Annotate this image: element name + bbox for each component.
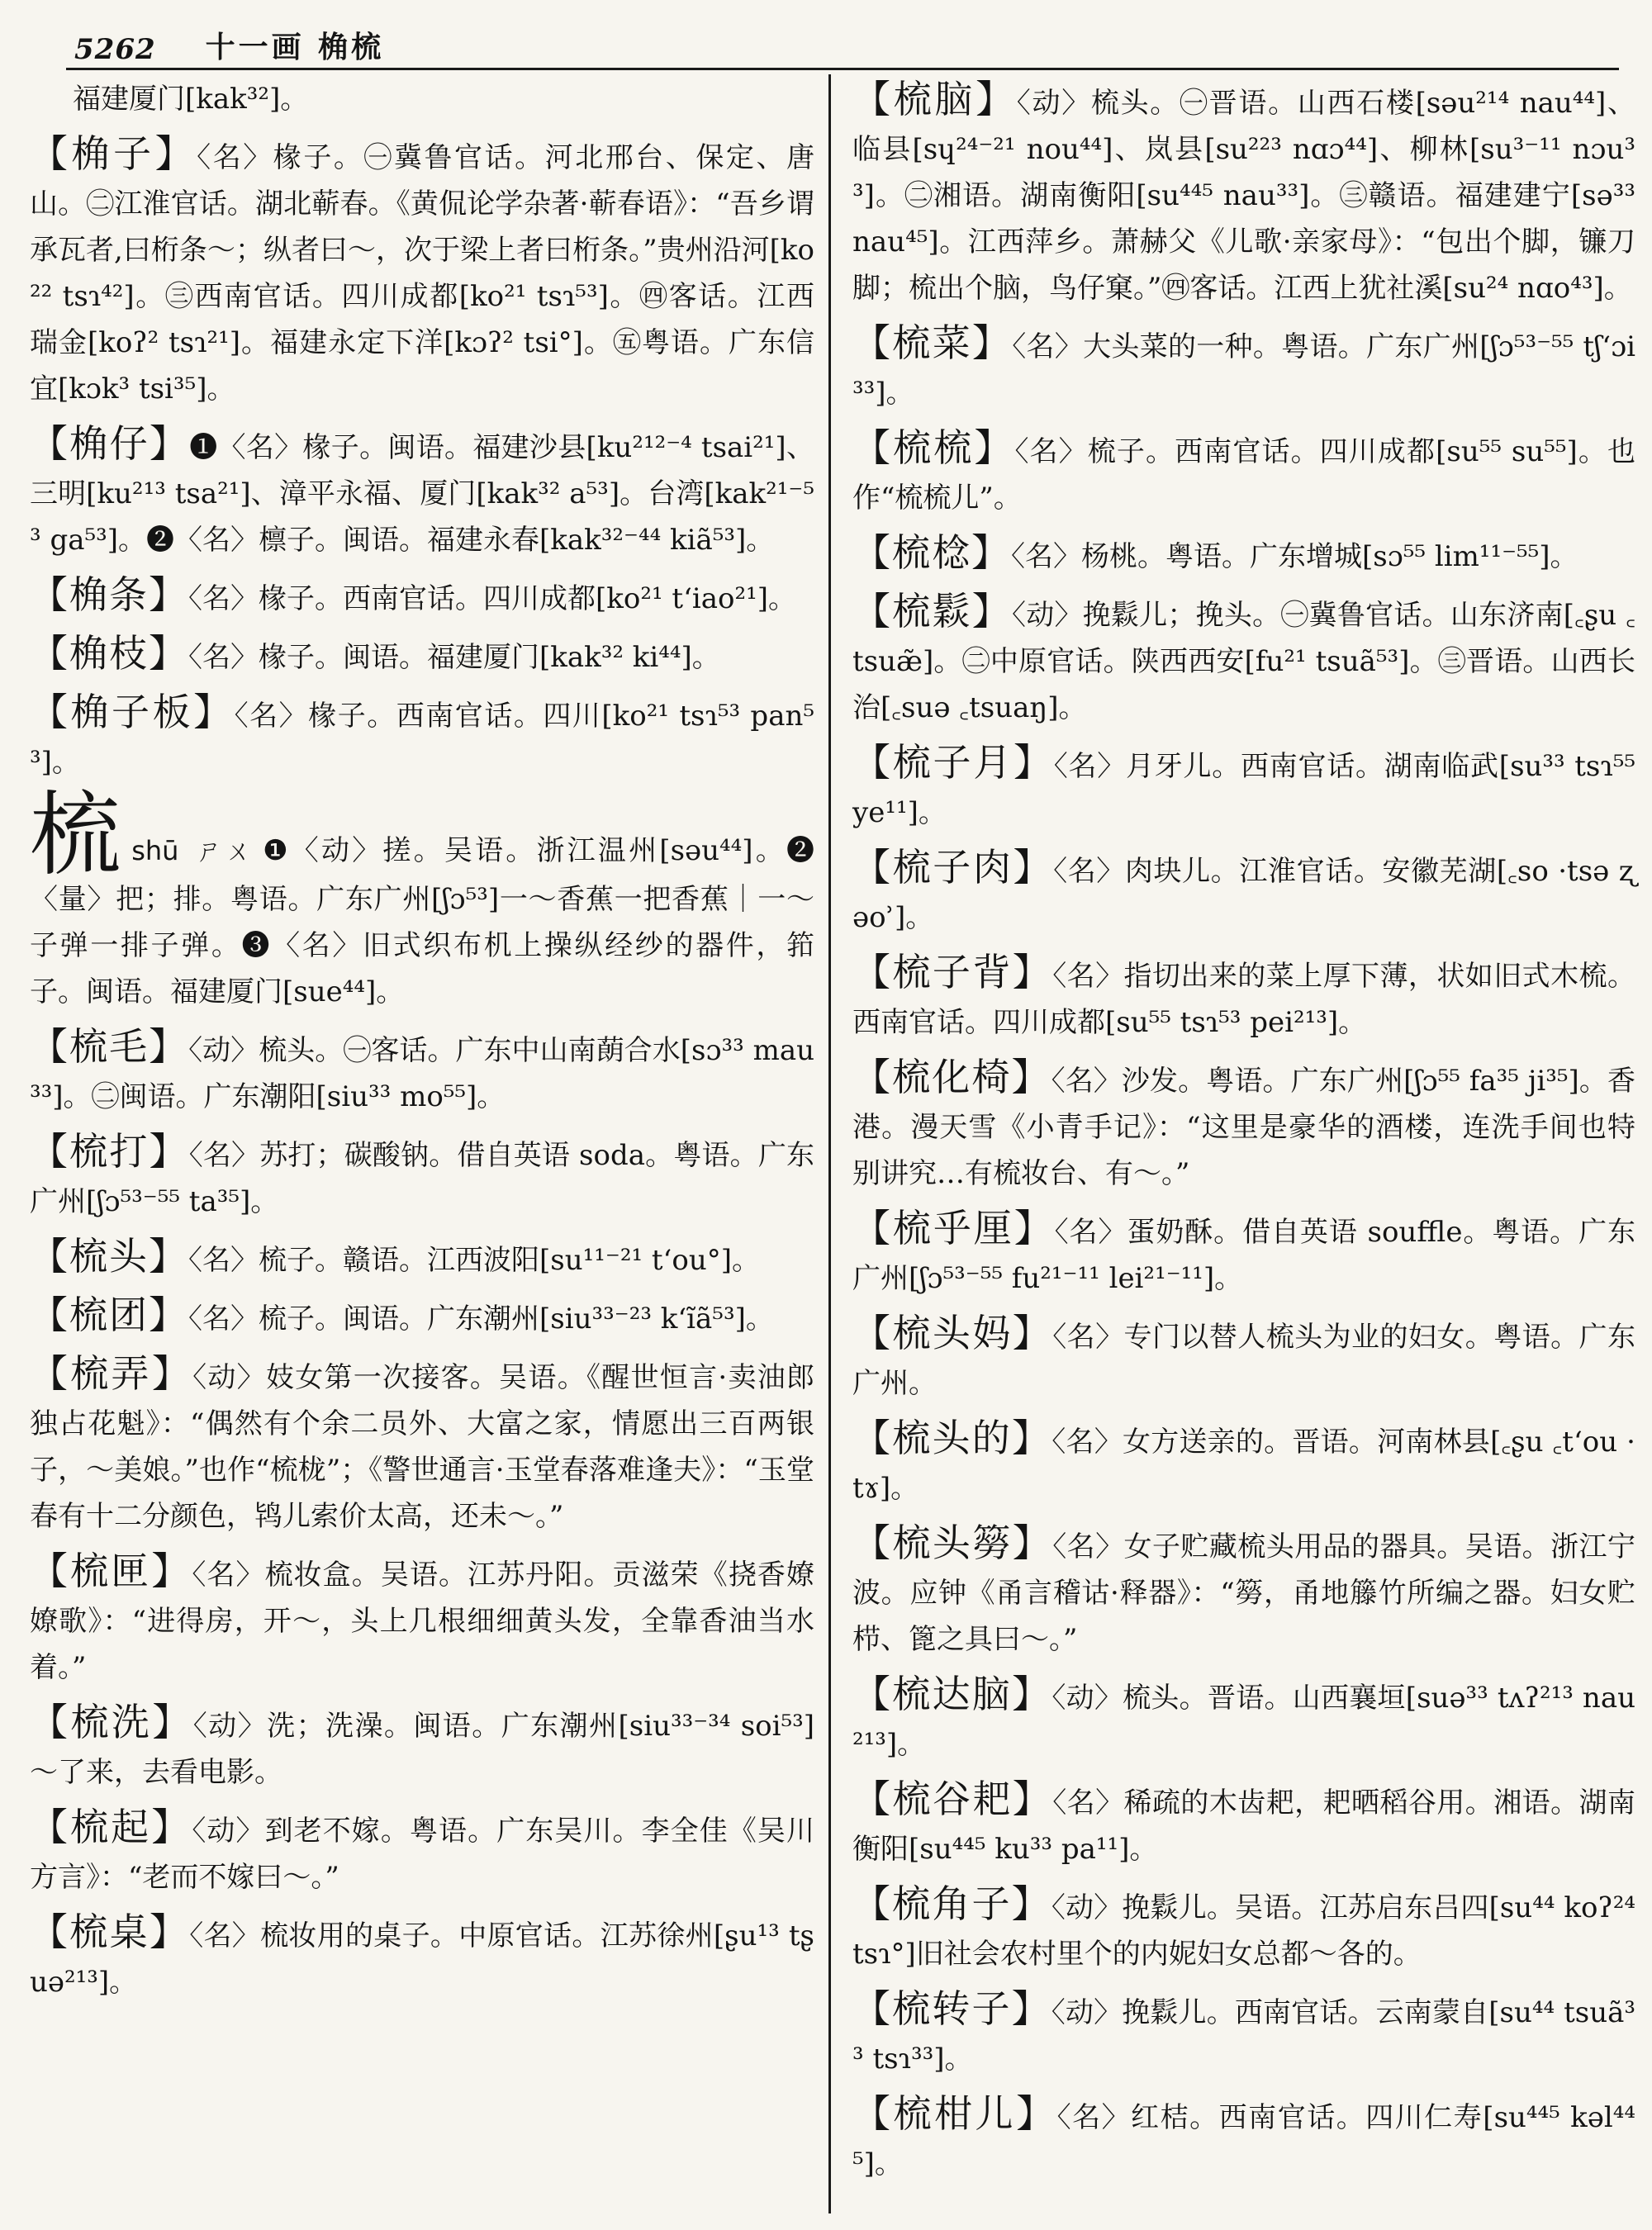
dictionary-entry [852,1776,1635,1872]
dictionary-entry [852,1986,1635,2082]
character-entry [30,782,814,1015]
dictionary-entry [852,1881,1635,1977]
dictionary-entry [852,844,1635,941]
entry-text: 〈名〉专门以替人梳头为业的妇女。粤语。广东广州。 [852,1321,1636,1400]
entry-text: 〈动〉梳头。晋语。山西襄垣[suə³³ tʌʔ²¹³ nau²¹³]。 [852,1682,1635,1761]
entry-text: 〈动〉洗；洗澡。闽语。广东潮州[siu³³⁻³⁴ soi⁵³]～了来，去看电影。 [30,1710,815,1789]
entry-headword: 【梳桌】 [30,1910,190,1954]
dictionary-entry [30,1023,814,1120]
entry-headword: 【梳化椅】 [852,1055,1051,1099]
entry-headword: 【梳角子】 [852,1881,1051,1926]
entry-headword: 【梳谷耙】 [852,1777,1053,1821]
entry-text: 〈动〉到老不嫁。粤语。广东吴川。李全佳《吴川方言》：“老而不嫁曰～。” [30,1815,815,1894]
entry-text: 〈名〉梳子。赣语。江西波阳[su¹¹⁻²¹ tʻou°]。 [188,1244,760,1277]
entry-text: 〈动〉挽鬏儿。吴语。江苏启东吕四[su⁴⁴ koʔ²⁴ tsɿ°]旧社会农村里个的内妮妇女总都～各的。 [852,1891,1635,1971]
dictionary-entry [852,320,1635,416]
entry-text: 〈动〉梳头。㊀晋语。山西石楼[səu²¹⁴ nau⁴⁴]、临县[sɥ²⁴⁻²¹ nou⁴⁴]、岚县[su²²³ nɑɔ⁴⁴]、柳林[su³⁻¹¹ nɔu³³]。㊁湘语。湖南衡阳[su⁴⁴⁵ nau³³]。㊂赣语。福建建宁[sə³³ nau⁴⁵]。江西萍乡。萧赫父《儿歌·亲家母》：“包出个脚，镰刀脚；梳出个脑，鸟仔窠。”㊃客话。江西上犹社溪[su²⁴ nɑo⁴³]。 [852,87,1635,305]
dictionary-entry [30,130,814,412]
entry-headword: 【梳子肉】 [852,845,1054,890]
entry-text: 〈名〉梳妆用的桌子。中原官话。江苏徐州[ʂu¹³ tʂuə²¹³]。 [30,1919,814,1999]
dictionary-entry [852,1205,1635,1302]
dictionary-entry [852,588,1635,731]
entry-text: 〈动〉梳头。㊀客话。广东中山南蓢合水[sɔ³³ mau³³]。㊁闽语。广东潮阳[siu³³ mo⁵⁵]。 [30,1034,815,1113]
entry-headword: 【梳乎厘】 [852,1206,1055,1250]
entry-headword: 【梳脑】 [852,77,1017,121]
entry-headword: 【梳团】 [30,1293,188,1337]
entry-text: 〈名〉肉块儿。江淮官话。安徽芜湖[꜀so ·tsə ʐəoʾ]。 [852,855,1636,934]
section-title: 十一画 桷梳 [205,30,385,64]
entry-text: 〈动〉妓女第一次接客。吴语。《醒世恒言·卖油郎独占花魁》：“偶然有个余二员外、大富之家，情愿出三百两银子，～美娘。”也作“梳栊”；《警世通言·玉堂春落难逢夫》：“玉堂春有十二分颜色，鸨儿索价太高，还未～。” [30,1361,814,1533]
entry-headword: 【梳打】 [30,1129,189,1174]
dictionary-entry [30,1804,814,1900]
entry-text: 〈名〉指切出来的菜上厚下薄，状如旧式木梳。西南官话。四川成都[su⁵⁵ tsɿ⁵³ pei²¹³]。 [852,960,1636,1039]
entry-headword: 【梳弄】 [30,1351,193,1396]
entry-text: 〈名〉苏打；碳酸钠。借自英语 soda。粤语。广东广州[ʃɔ⁵³⁻⁵⁵ ta³⁵]。 [30,1139,815,1218]
entry-text: 〈动〉挽鬏儿；挽头。㊀冀鲁官话。山东济南[꜀ʂu ꜀tsuæ̃]。㊁中原官话。陕西西安[fu²¹ tsuã⁵³]。㊂晋语。山西长治[꜀suə ꜀tsuaŋ]。 [852,599,1635,724]
entry-headword: 【梳子月】 [852,740,1054,785]
entry-headword: 【梳头】 [30,1234,188,1279]
entry-headword: 【梳梳】 [852,425,1015,470]
entry-text: ❶〈动〉搓。吴语。浙江温州[səu⁴⁴]。❷〈量〉把；排。粤语。广东广州[ʃɔ⁵³]一～香蕉一把香蕉｜一～子弹一排子弹。❸〈名〉旧式织布机上操纵经纱的器件，筘子。闽语。福建厦门[sue⁴⁴]。 [30,834,814,1008]
dictionary-entry [852,76,1635,311]
dictionary-entry [852,425,1635,521]
entry-headword: 【梳头妈】 [852,1311,1053,1355]
column-divider [828,74,831,2213]
page-header [74,18,1602,66]
entry-headword: 【梳起】 [30,1805,192,1849]
entry-text: 〈名〉稀疏的木齿耙，耙晒稻谷用。湘语。湖南衡阳[su⁴⁴⁵ ku³³ pa¹¹]。 [852,1786,1636,1866]
entry-headword: 【桷枝】 [30,631,188,676]
dictionary-entry [852,2090,1635,2187]
header-rule [66,68,1619,70]
dictionary-entry [30,1909,814,2005]
entry-headword: 【桷子】 [30,131,197,176]
entry-headword: 【梳子背】 [852,950,1053,994]
dictionary-entry [30,630,814,681]
entry-headword: 【梳柑儿】 [852,2091,1057,2136]
entry-headword: 【桷仔】 [30,421,190,466]
dictionary-entry [852,949,1635,1046]
right-column [852,76,1635,2195]
head-character: 梳 [30,782,124,888]
dictionary-entry [852,1520,1635,1663]
entry-text: 〈名〉女子贮藏梳头用品的器具。吴语。浙江宁波。应钟《甬言稽诂·释器》：“簩，甬地籐竹所编之器。妇女贮栉、篦之具曰～。” [852,1530,1636,1656]
dictionary-entry [852,529,1635,580]
dictionary-entry [30,1548,814,1691]
entry-text: 〈名〉大头菜的一种。粤语。广东广州[ʃɔ⁵³⁻⁵⁵ tʃʻɔi³³]。 [852,330,1635,410]
entry-text: ❶〈名〉椽子。闽语。福建沙县[ku²¹²⁻⁴ tsai²¹]、三明[ku²¹³ tsa²¹]、漳平永福、厦门[kak³² a⁵³]。台湾[kak²¹⁻⁵³ ga⁵³]。❷〈名〉檩子。闽语。福建永春[kak³²⁻⁴⁴ kiã⁵³]。 [30,431,814,557]
dictionary-entry [30,1233,814,1283]
dictionary-entry [852,1415,1635,1511]
entry-headword: 【梳棯】 [852,530,1011,575]
entry-headword: 【梳达脑】 [852,1672,1052,1716]
left-column [30,76,814,2014]
entry-text: 〈动〉挽鬏儿。西南官话。云南蒙自[su⁴⁴ tsuã³³ tsɿ³³]。 [852,1996,1635,2076]
zhuyin: ㄕㄨ [193,835,255,866]
entry-text: 〈名〉椽子。西南官话。四川成都[ko²¹ tʻiao²¹]。 [188,582,797,615]
entry-text: 〈名〉梳子。闽语。广东潮州[siu³³⁻²³ kʻĩã⁵³]。 [188,1302,774,1336]
entry-headword: 【桷条】 [30,572,188,617]
dictionary-entry [30,1699,814,1796]
dictionary-entry [30,1350,814,1540]
dictionary-entry [852,1671,1635,1767]
dictionary-entry [30,689,814,785]
entry-text: 〈名〉女方送亲的。晋语。河南林县[꜀ʂu ꜀tʻou ·tɤ]。 [852,1426,1635,1505]
page-number: 5262 [74,33,156,66]
entry-text: 〈名〉梳子。西南官话。四川成都[su⁵⁵ su⁵⁵]。也作“梳梳儿”。 [852,435,1636,515]
dictionary-entry [852,739,1635,836]
entry-headword: 【梳菜】 [852,320,1013,365]
entry-text: 〈名〉椽子。闽语。福建厦门[kak³² ki⁴⁴]。 [188,641,720,674]
entry-headword: 【梳头簩】 [852,1521,1053,1565]
entry-continuation [30,76,814,122]
entry-text: 〈名〉杨桃。粤语。广东增城[sɔ⁵⁵ lim¹¹⁻⁵⁵]。 [1011,540,1578,573]
entry-text: 〈名〉椽子。西南官话。四川[ko²¹ tsɿ⁵³ pan⁵³]。 [30,700,814,779]
entry-headword: 【梳头的】 [852,1416,1052,1460]
dictionary-entry [30,1292,814,1342]
dictionary-entry [852,1310,1635,1407]
entry-headword: 【梳转子】 [852,1986,1051,2031]
entry-headword: 【梳洗】 [30,1700,193,1744]
entry-text: 〈名〉月牙儿。西南官话。湖南临武[su³³ tsɿ⁵⁵ ye¹¹]。 [852,750,1636,829]
entry-text: 〈名〉红桔。西南官话。四川仁寿[su⁴⁴⁵ kəl⁴⁴⁵]。 [852,2101,1635,2180]
pinyin: shū [131,835,179,866]
dictionary-entry [30,572,814,622]
entry-text: 〈名〉蛋奶酥。借自英语 souffle。粤语。广东广州[ʃɔ⁵³⁻⁵⁵ fu²¹⁻¹¹ lei²¹⁻¹¹]。 [852,1216,1636,1295]
dictionary-entry [30,420,814,563]
entry-headword: 【梳毛】 [30,1024,189,1069]
dictionary-entry [30,1128,814,1225]
entry-text: 〈名〉梳妆盒。吴语。江苏丹阳。贡滋荣《挠香嫽嫽歌》：“进得房，开～，头上几根细细黄头发，全靠香油当水着。” [30,1559,815,1684]
dictionary-entry [852,1054,1635,1197]
entry-text: 福建厦门[kak³²]。 [73,83,309,116]
entry-headword: 【桷子板】 [30,690,235,734]
entry-text: 〈名〉椽子。㊀冀鲁官话。河北邢台、保定、唐山。㊁江淮官话。湖北蕲春。《黄侃论学杂著·蕲春语》：“吾乡谓承瓦者,曰桁条～；纵者曰～，次于梁上者曰桁条。”贵州沿河[ko²² tsɿ⁴²]。㊂西南官话。四川成都[ko²¹ tsɿ⁵³]。㊃客话。江西瑞金[koʔ² tsɿ²¹]。福建永定下洋[kɔʔ² tsi°]。㊄粤语。广东信宜[kɔk³ tsi³⁵]。 [30,141,815,406]
entry-headword: 【梳鬏】 [852,589,1012,633]
entry-text: 〈名〉沙发。粤语。广东广州[ʃɔ⁵⁵ fa³⁵ ji³⁵]。香港。漫天雪《小青手记》：“这里是豪华的酒楼，连洗手间也特别讲究…有梳妆台、有～。” [852,1065,1635,1190]
entry-headword: 【梳匣】 [30,1549,192,1593]
